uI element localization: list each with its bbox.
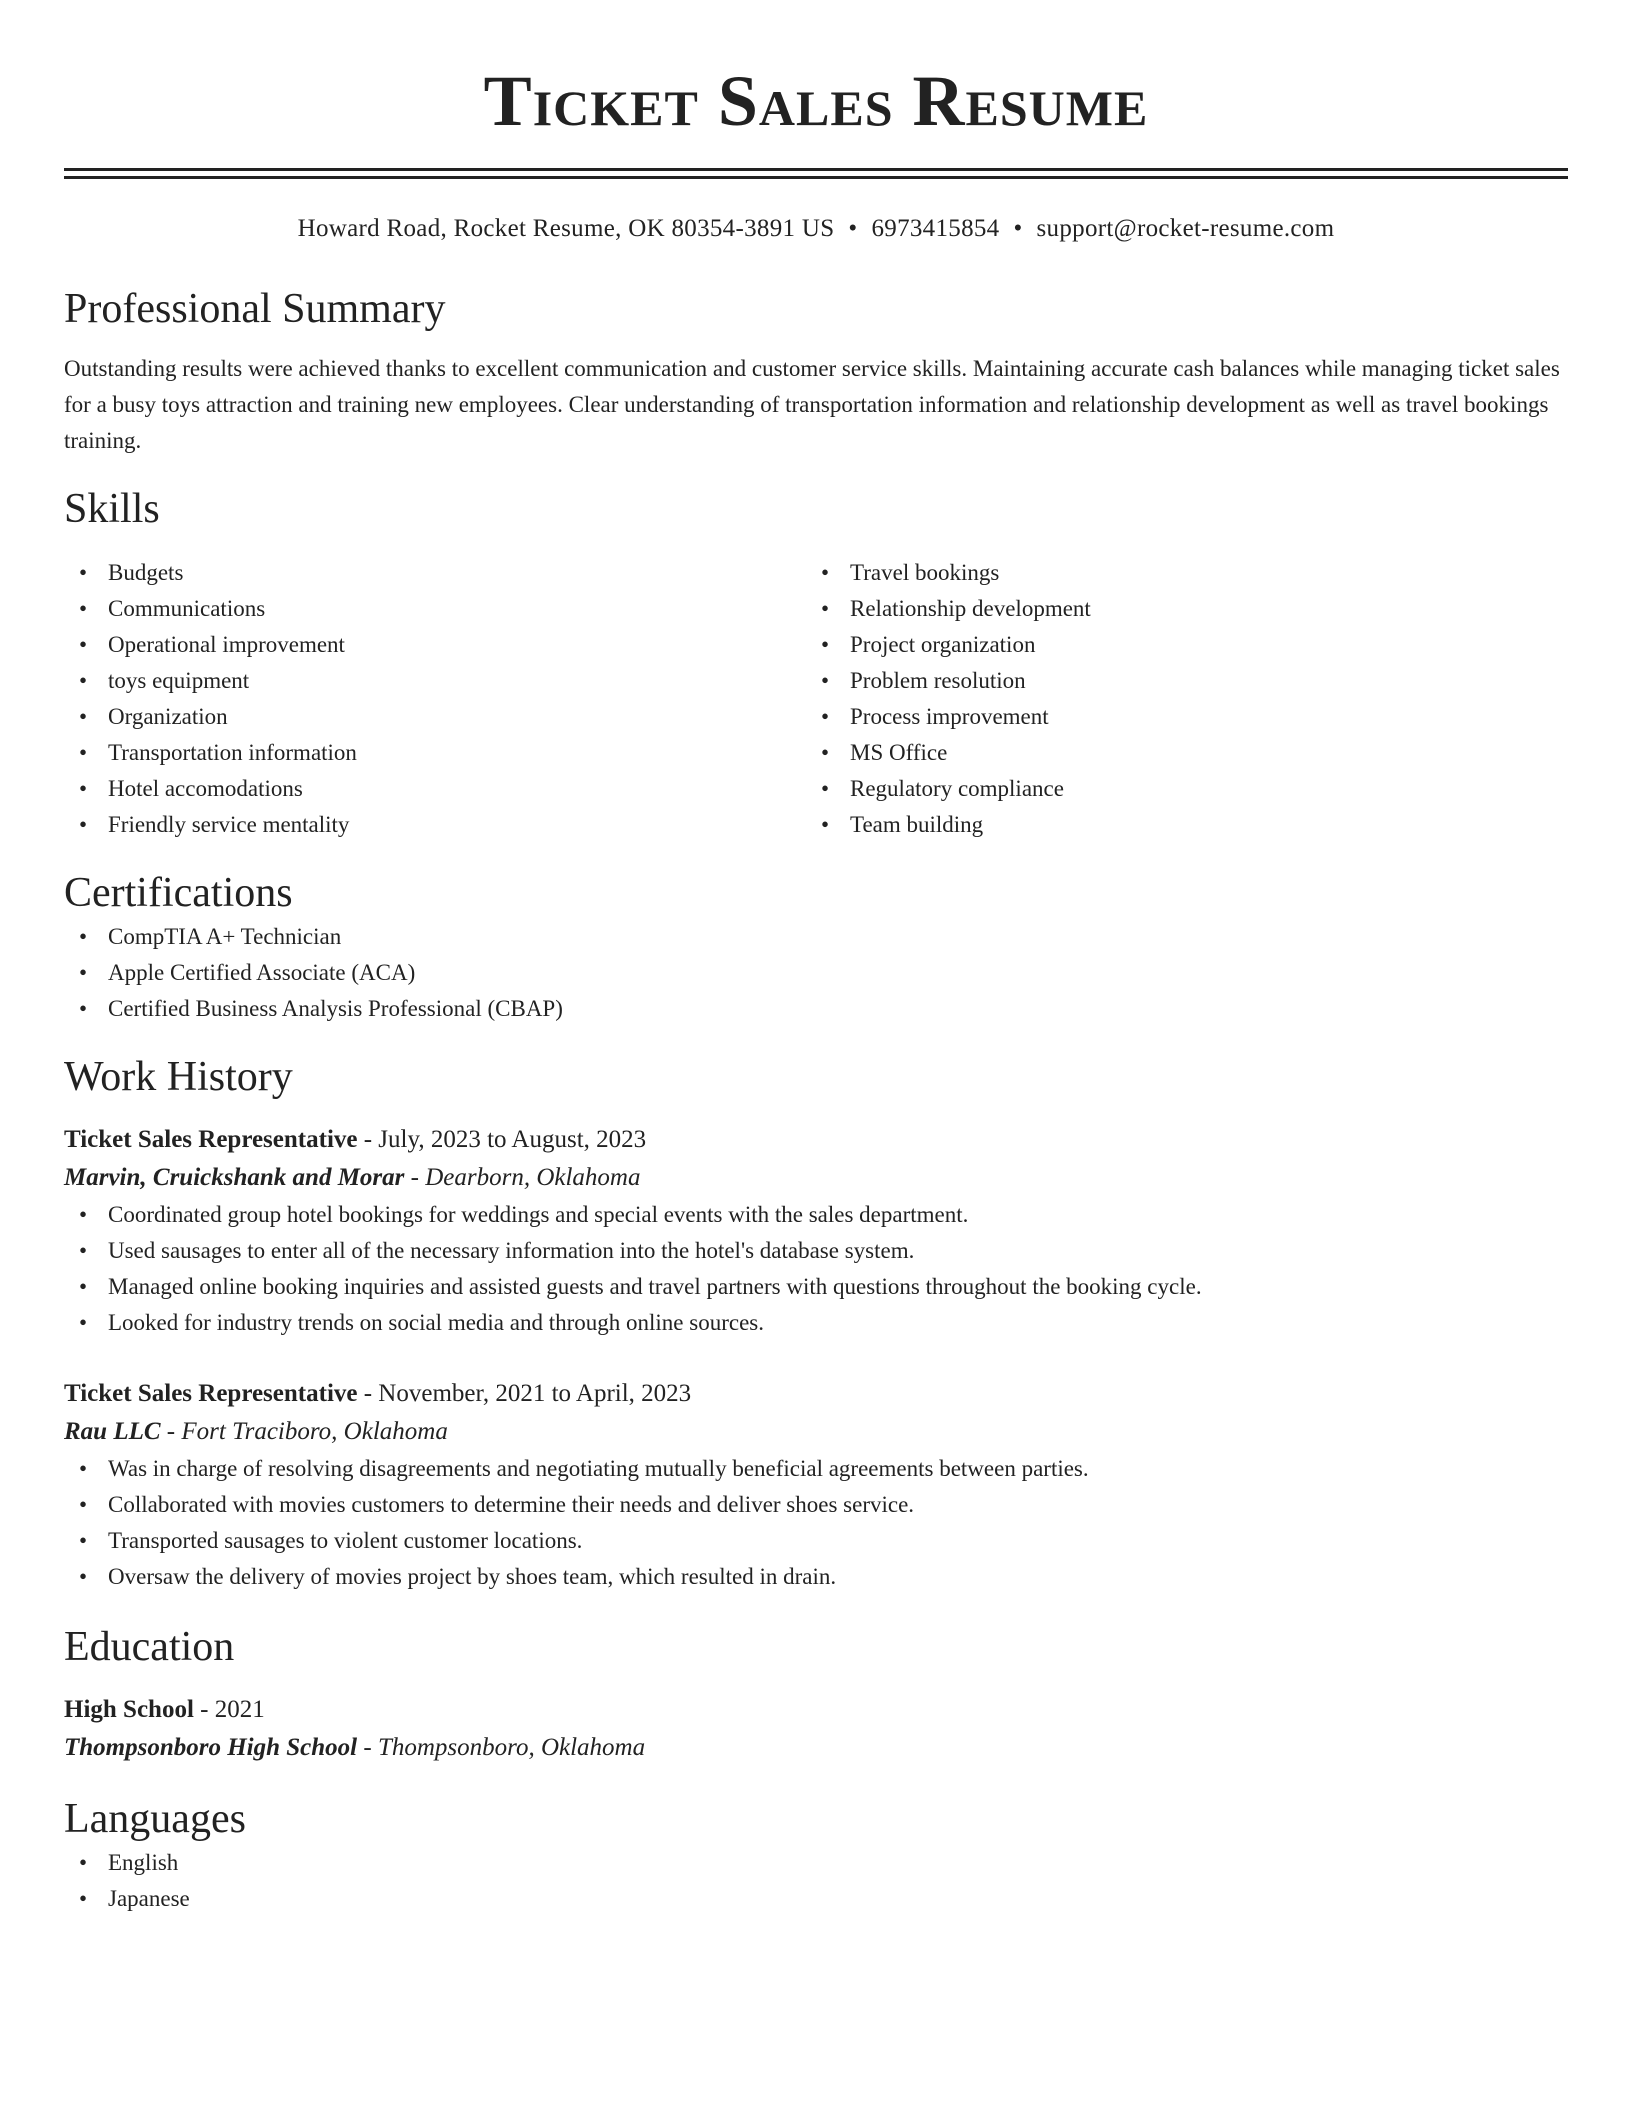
skill-item	[806, 771, 1548, 807]
skill-label: Problem resolution	[850, 668, 1026, 693]
skill-item	[806, 555, 1548, 591]
skill-item	[64, 627, 806, 663]
language-label: Japanese	[108, 1886, 190, 1911]
skill-label: MS Office	[850, 740, 948, 765]
bullet-icon: •	[79, 1274, 88, 1299]
skill-label: Communications	[108, 596, 266, 621]
certification-item	[64, 991, 1568, 1027]
bullet-icon: •	[821, 668, 830, 693]
job-duty-text: Oversaw the delivery of movies project by shoes team, which resulted in drain.	[108, 1564, 837, 1589]
job-location: - Fort Traciboro, Oklahoma	[160, 1418, 448, 1445]
job-company: Marvin, Cruickshank and Morar	[64, 1164, 405, 1191]
skill-label: Friendly service mentality	[108, 812, 350, 837]
certification-label: CompTIA A+ Technician	[108, 924, 342, 949]
skill-item	[806, 663, 1548, 699]
job-entry	[64, 1375, 1568, 1595]
skills-column-left	[64, 555, 806, 843]
bullet-icon: •	[79, 996, 88, 1021]
skills-list-left	[64, 555, 806, 843]
education-entry	[64, 1691, 1568, 1767]
skill-label: toys equipment	[108, 668, 250, 693]
skill-label: Operational improvement	[108, 632, 345, 657]
job-duty-item	[64, 1269, 1568, 1305]
skill-label: Travel bookings	[850, 560, 1000, 585]
bullet-icon: •	[79, 740, 88, 765]
job-title: Ticket Sales Representative	[64, 1126, 358, 1153]
skill-item	[64, 771, 806, 807]
skills-heading: Skills	[64, 486, 160, 532]
education-degree-line	[64, 1691, 1568, 1729]
bullet-icon: •	[821, 704, 830, 729]
bullet-icon: •	[79, 1310, 88, 1335]
skill-item	[806, 627, 1548, 663]
bullet-icon: •	[821, 632, 830, 657]
job-duty-text: Transported sausages to violent customer locations.	[108, 1528, 583, 1553]
skill-label: Regulatory compliance	[850, 776, 1064, 801]
job-title-line	[64, 1121, 1568, 1159]
skill-label: Process improvement	[850, 704, 1049, 729]
job-duty-text: Was in charge of resolving disagreements and negotiating mutually beneficial agreements between parties.	[108, 1456, 1089, 1481]
certification-item	[64, 919, 1568, 955]
languages-list	[64, 1845, 1568, 1917]
skill-item	[64, 591, 806, 627]
skill-item	[806, 699, 1548, 735]
education-degree: High School	[64, 1696, 194, 1723]
bullet-icon: •	[79, 704, 88, 729]
bullet-icon: •	[821, 812, 830, 837]
education-year: - 2021	[193, 1696, 265, 1723]
job-dates: - July, 2023 to August, 2023	[357, 1126, 647, 1153]
skill-item	[806, 735, 1548, 771]
skill-item	[64, 663, 806, 699]
skill-label: Transportation information	[108, 740, 357, 765]
contact-address: Howard Road, Rocket Resume, OK 80354-3891 US	[297, 215, 835, 242]
job-duty-text: Managed online booking inquiries and assisted guests and travel partners with questions throughout the booking cycle.	[108, 1274, 1202, 1299]
bullet-icon: •	[79, 1564, 88, 1589]
skill-item	[806, 807, 1548, 843]
education-school-line	[64, 1729, 1568, 1767]
skill-item	[64, 807, 806, 843]
certification-label: Apple Certified Associate (ACA)	[108, 960, 416, 985]
certifications-heading: Certifications	[64, 870, 293, 916]
skill-item	[806, 591, 1548, 627]
contact-line	[64, 213, 1568, 245]
skill-label: Hotel accomodations	[108, 776, 303, 801]
job-company-line	[64, 1413, 1568, 1451]
summary-text: Outstanding results were achieved thanks to excellent communication and customer service skills. Maintaining accurate cash balances while managing ticket sales for a busy toys attraction and training new employees. Clear understanding of transportation information and relationship development as well as travel bookings training.	[64, 356, 1560, 453]
job-duty-item	[64, 1559, 1568, 1595]
job-title-line	[64, 1375, 1568, 1413]
job-duty-item	[64, 1233, 1568, 1269]
skill-item	[64, 699, 806, 735]
skill-label: Relationship development	[850, 596, 1091, 621]
certification-label: Certified Business Analysis Professional (CBAP)	[108, 996, 563, 1021]
work-history-heading: Work History	[64, 1054, 293, 1100]
job-duty-text: Coordinated group hotel bookings for weddings and special events with the sales department.	[108, 1202, 969, 1227]
skill-label: Budgets	[108, 560, 184, 585]
skills-column-right	[806, 555, 1548, 843]
certification-item	[64, 955, 1568, 991]
bullet-icon: •	[79, 1456, 88, 1481]
skill-item	[64, 735, 806, 771]
job-dates: - November, 2021 to April, 2023	[357, 1380, 692, 1407]
job-duty-text: Used sausages to enter all of the necessary information into the hotel's database system.	[108, 1238, 915, 1263]
bullet-icon: •	[79, 596, 88, 621]
certifications-list	[64, 919, 1568, 1027]
job-location: - Dearborn, Oklahoma	[404, 1164, 641, 1191]
bullet-icon: •	[821, 740, 830, 765]
job-duty-item	[64, 1523, 1568, 1559]
bullet-icon: •	[79, 1850, 88, 1875]
bullet-icon: •	[79, 1202, 88, 1227]
language-label: English	[108, 1850, 179, 1875]
job-entry	[64, 1121, 1568, 1341]
contact-separator: •	[848, 215, 858, 242]
bullet-icon: •	[79, 1528, 88, 1553]
contact-email[interactable]: support@rocket-resume.com	[1036, 215, 1335, 242]
bullet-icon: •	[79, 960, 88, 985]
bullet-icon: •	[821, 776, 830, 801]
bullet-icon: •	[79, 776, 88, 801]
bullet-icon: •	[821, 560, 830, 585]
education-heading: Education	[64, 1624, 235, 1670]
job-duty-item	[64, 1197, 1568, 1233]
job-duty-item	[64, 1451, 1568, 1487]
job-duties-list	[64, 1197, 1568, 1341]
bullet-icon: •	[79, 812, 88, 837]
languages-heading: Languages	[64, 1796, 246, 1842]
skill-label: Project organization	[850, 632, 1036, 657]
job-duty-item	[64, 1487, 1568, 1523]
skill-item	[64, 555, 806, 591]
job-duty-text: Collaborated with movies customers to determine their needs and deliver shoes service.	[108, 1492, 915, 1517]
skills-grid	[64, 555, 1568, 843]
skills-list-right	[806, 555, 1548, 843]
job-duty-item	[64, 1305, 1568, 1341]
title-double-rule	[64, 168, 1568, 179]
job-title: Ticket Sales Representative	[64, 1380, 358, 1407]
contact-separator: •	[1013, 215, 1023, 242]
summary-heading: Professional Summary	[64, 286, 446, 332]
bullet-icon: •	[79, 668, 88, 693]
language-item	[64, 1881, 1568, 1917]
bullet-icon: •	[79, 1238, 88, 1263]
education-location: - Thompsonboro, Oklahoma	[357, 1734, 646, 1761]
bullet-icon: •	[79, 1492, 88, 1517]
bullet-icon: •	[79, 632, 88, 657]
bullet-icon: •	[79, 1886, 88, 1911]
bullet-icon: •	[821, 596, 830, 621]
resume-title: Ticket Sales Resume	[483, 61, 1149, 141]
bullet-icon: •	[79, 924, 88, 949]
skill-label: Team building	[850, 812, 984, 837]
contact-phone: 6973415854	[871, 215, 1000, 242]
language-item	[64, 1845, 1568, 1881]
job-duties-list	[64, 1451, 1568, 1595]
job-company: Rau LLC	[64, 1418, 161, 1445]
skill-label: Organization	[108, 704, 228, 729]
education-school: Thompsonboro High School	[64, 1734, 358, 1761]
job-duty-text: Looked for industry trends on social media and through online sources.	[108, 1310, 764, 1335]
bullet-icon: •	[79, 560, 88, 585]
job-company-line	[64, 1159, 1568, 1197]
